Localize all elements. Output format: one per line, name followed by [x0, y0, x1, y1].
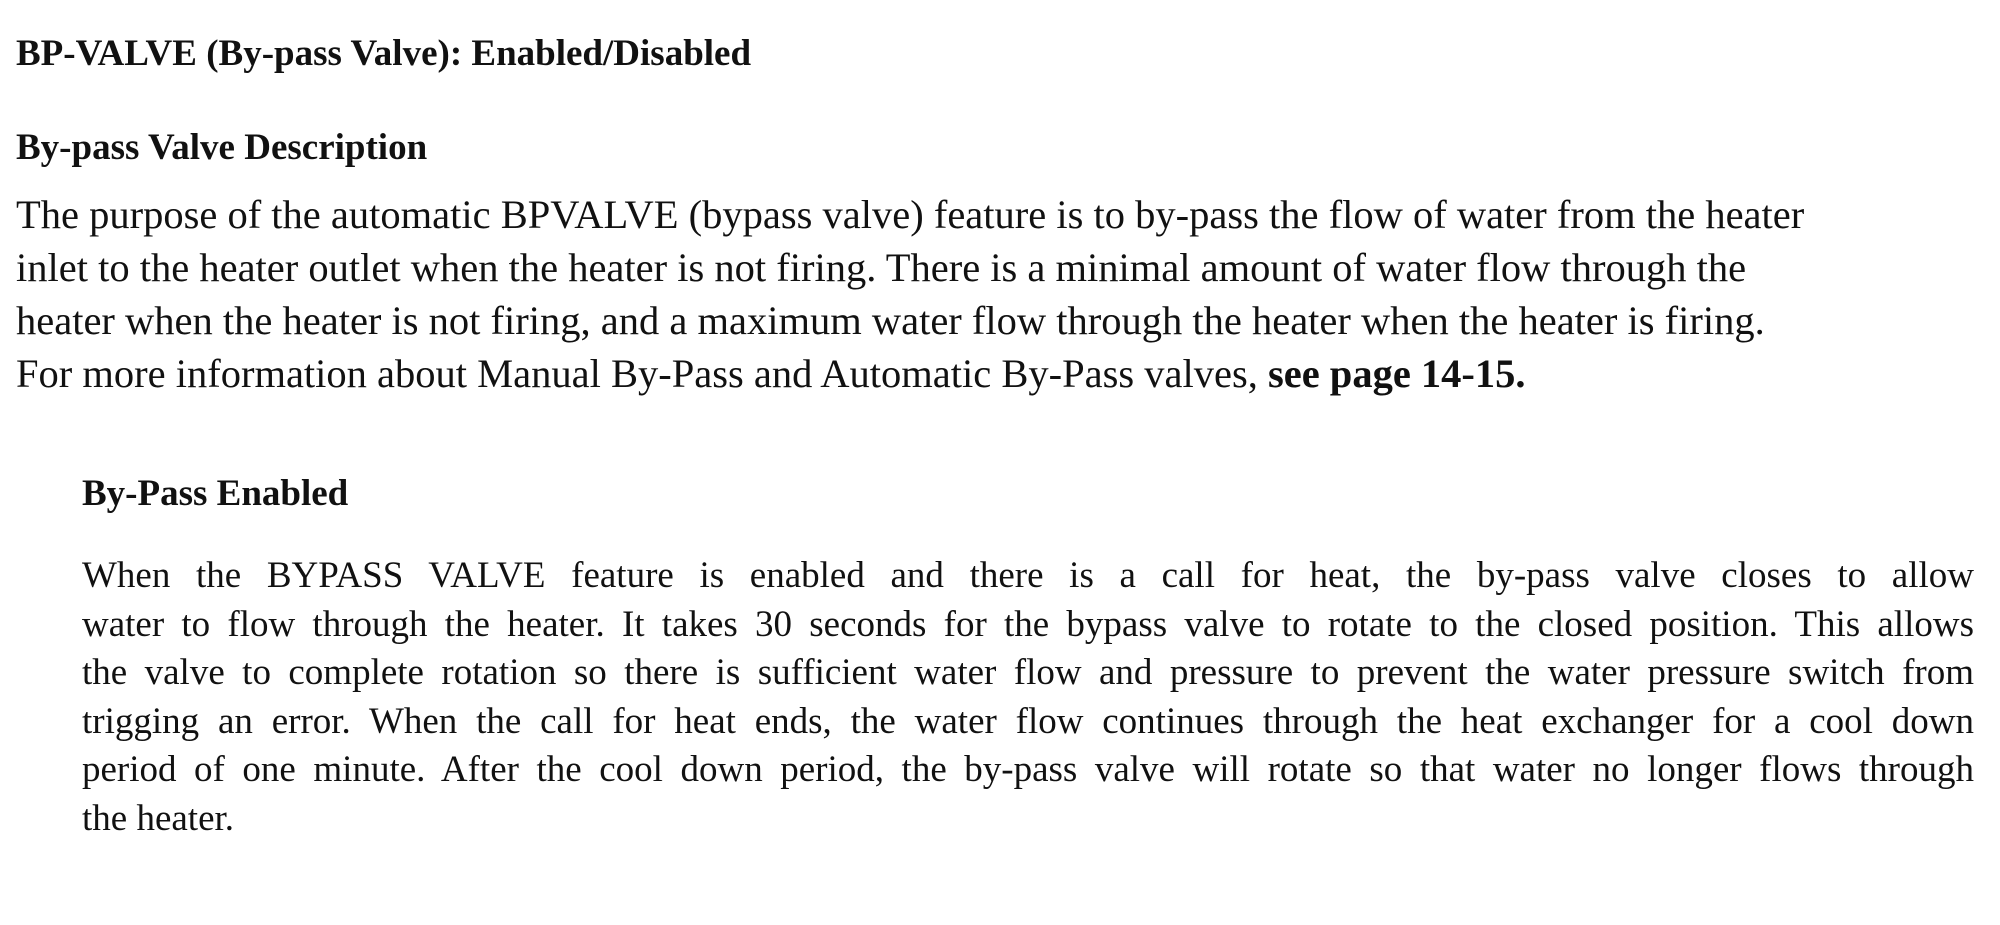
paragraph-line-text: For more information about Manual By-Pass and Automatic By-Pass valves,: [16, 351, 1268, 396]
page-title: BP-VALVE (By-pass Valve): Enabled/Disabled: [16, 33, 752, 74]
enabled-paragraph: [82, 552, 1974, 843]
paragraph-line: heater when the heater is not firing, and a maximum water flow through the heater when the heater is firing.: [16, 298, 1765, 343]
paragraph-line: water to flow through the heater. It takes 30 seconds for the bypass valve to rotate to the closed position. This allows: [82, 603, 1974, 645]
paragraph-line: the valve to complete rotation so there is sufficient water flow and pressure to prevent the water pressure switch from: [82, 652, 1974, 693]
paragraph-line: When the BYPASS VALVE feature is enabled and there is a call for heat, the by-pass valve closes to allow: [82, 555, 1974, 596]
enabled-heading: By-Pass Enabled: [82, 473, 349, 514]
page-reference: see page 14-15.: [1267, 351, 1526, 396]
paragraph-line: inlet to the heater outlet when the heater is not firing. There is a minimal amount of water flow through the: [16, 245, 1747, 290]
paragraph-line: [16, 347, 1976, 400]
paragraph-line: the heater.: [82, 797, 235, 839]
description-heading: By-pass Valve Description: [16, 127, 428, 168]
paragraph-line: trigging an error. When the call for heat ends, the water flow continues through the heat exchanger for a cool down: [82, 700, 1974, 742]
paragraph-line: The purpose of the automatic BPVALVE (bypass valve) feature is to by-pass the flow of water from the heater: [16, 192, 1805, 237]
paragraph-line: period of one minute. After the cool down period, the by-pass valve will rotate so that water no longer flows through: [82, 749, 1974, 790]
intro-paragraph: [16, 188, 1976, 400]
